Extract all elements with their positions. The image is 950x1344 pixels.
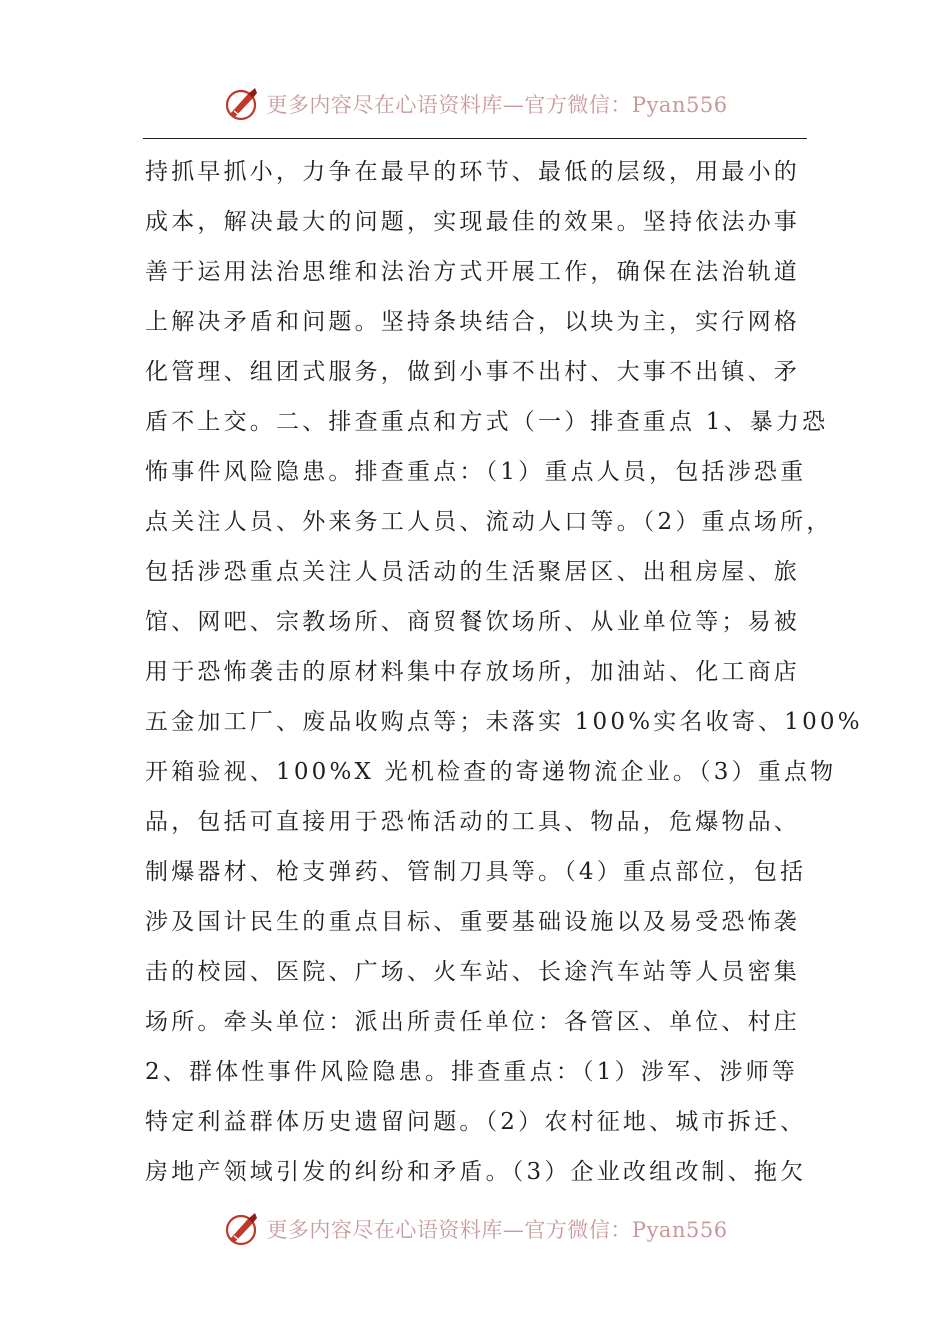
body-line: 品，包括可直接用于恐怖活动的工具、物品，危爆物品、 bbox=[145, 809, 800, 835]
body-line: 成本，解决最大的问题，实现最佳的效果。坚持依法办事 bbox=[145, 209, 800, 235]
body-line: 善于运用法治思维和法治方式开展工作，确保在法治轨道 bbox=[145, 259, 800, 285]
body-line: 特定利益群体历史遗留问题。（2）农村征地、城市拆迁、 bbox=[145, 1109, 807, 1135]
header-divider bbox=[143, 138, 807, 139]
body-line: 上解决矛盾和问题。坚持条块结合，以块为主，实行网格 bbox=[145, 309, 800, 335]
body-line: 用于恐怖袭击的原材料集中存放场所，加油站、化工商店 bbox=[145, 659, 800, 685]
body-line: 馆、网吧、宗教场所、商贸餐饮场所、从业单位等；易被 bbox=[145, 609, 800, 635]
document-body bbox=[145, 147, 863, 1197]
pen-nib-logo-icon bbox=[222, 1209, 262, 1249]
body-line: 开箱验视、100%X 光机检查的寄递物流企业。（3）重点物 bbox=[145, 759, 837, 785]
body-line: 2、群体性事件风险隐患。排查重点：（1）涉军、涉师等 bbox=[145, 1059, 798, 1085]
body-line: 场所。牵头单位：派出所责任单位：各管区、单位、村庄 bbox=[145, 1009, 800, 1035]
header-banner bbox=[0, 82, 950, 126]
header-banner-text: 更多内容尽在心语资料库—官方微信：Pyan556 bbox=[266, 93, 728, 117]
body-line: 制爆器材、枪支弹药、管制刀具等。（4）重点部位，包括 bbox=[145, 859, 807, 885]
body-line: 怖事件风险隐患。排查重点：（1）重点人员，包括涉恐重 bbox=[145, 459, 807, 485]
body-line: 持抓早抓小，力争在最早的环节、最低的层级，用最小的 bbox=[145, 159, 800, 185]
body-line: 涉及国计民生的重点目标、重要基础设施以及易受恐怖袭 bbox=[145, 909, 800, 935]
body-line: 包括涉恐重点关注人员活动的生活聚居区、出租房屋、旅 bbox=[145, 559, 800, 585]
footer-banner bbox=[0, 1207, 950, 1251]
body-line: 击的校园、医院、广场、火车站、长途汽车站等人员密集 bbox=[145, 959, 800, 985]
pen-nib-logo-icon bbox=[222, 84, 262, 124]
footer-banner-text: 更多内容尽在心语资料库—官方微信：Pyan556 bbox=[266, 1218, 728, 1242]
body-line: 房地产领域引发的纠纷和矛盾。（3）企业改组改制、拖欠 bbox=[145, 1159, 807, 1185]
body-line: 盾不上交。二、排查重点和方式（一）排查重点 1、暴力恐 bbox=[145, 409, 829, 435]
body-line: 化管理、组团式服务，做到小事不出村、大事不出镇、矛 bbox=[145, 359, 800, 385]
body-line: 五金加工厂、废品收购点等；未落实 100%实名收寄、100% bbox=[145, 709, 863, 735]
body-line: 点关注人员、外来务工人员、流动人口等。（2）重点场所， bbox=[145, 509, 833, 535]
